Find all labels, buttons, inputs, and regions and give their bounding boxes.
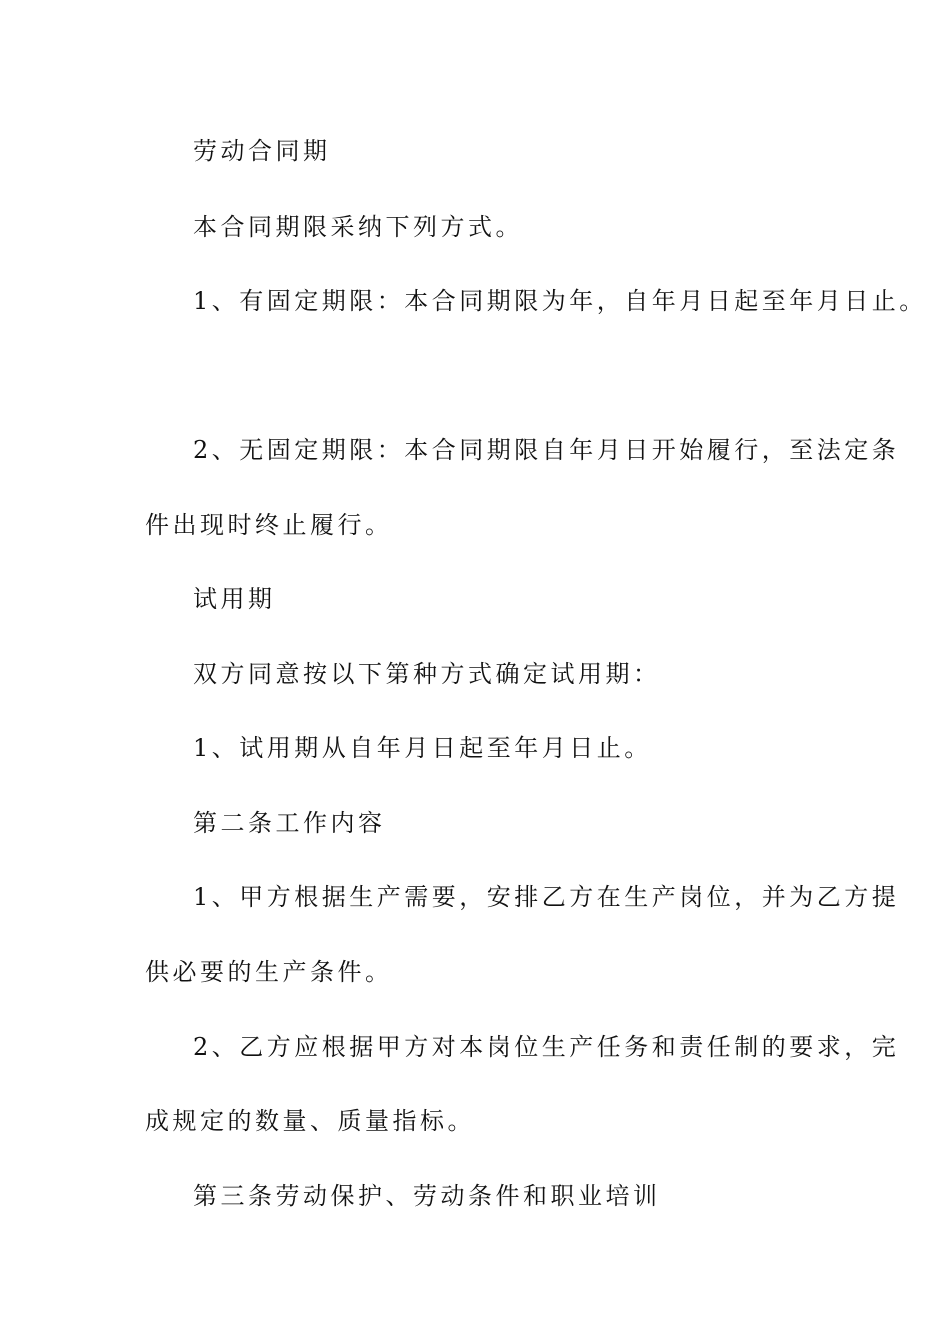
- paragraph-probation-method: 双方同意按以下第种方式确定试用期：: [193, 660, 661, 688]
- paragraph-work-content-2-line1: 2、乙方应根据甲方对本岗位生产任务和责任制的要求，完: [193, 1033, 900, 1061]
- paragraph-heading-article-3: 第三条劳动保护、劳动条件和职业培训: [193, 1182, 661, 1210]
- paragraph-heading-article-2: 第二条工作内容: [193, 809, 386, 837]
- paragraph-fixed-term: 1、有固定期限：本合同期限为年，自年月日起至年月日止。: [193, 287, 927, 315]
- paragraph-heading-probation: 试用期: [193, 585, 276, 613]
- paragraph-work-content-2-line2: 成规定的数量、质量指标。: [145, 1107, 475, 1135]
- paragraph-term-method: 本合同期限采纳下列方式。: [193, 213, 523, 241]
- paragraph-work-content-1-line2: 供必要的生产条件。: [145, 958, 393, 986]
- paragraph-probation-period: 1、试用期从自年月日起至年月日止。: [193, 734, 652, 762]
- paragraph-open-term-line1: 2、无固定期限：本合同期限自年月日开始履行，至法定条: [193, 436, 900, 464]
- paragraph-open-term-line2: 件出现时终止履行。: [145, 511, 393, 539]
- paragraph-work-content-1-line1: 1、甲方根据生产需要，安排乙方在生产岗位，并为乙方提: [193, 883, 900, 911]
- paragraph-heading-contract-term: 劳动合同期: [193, 137, 331, 165]
